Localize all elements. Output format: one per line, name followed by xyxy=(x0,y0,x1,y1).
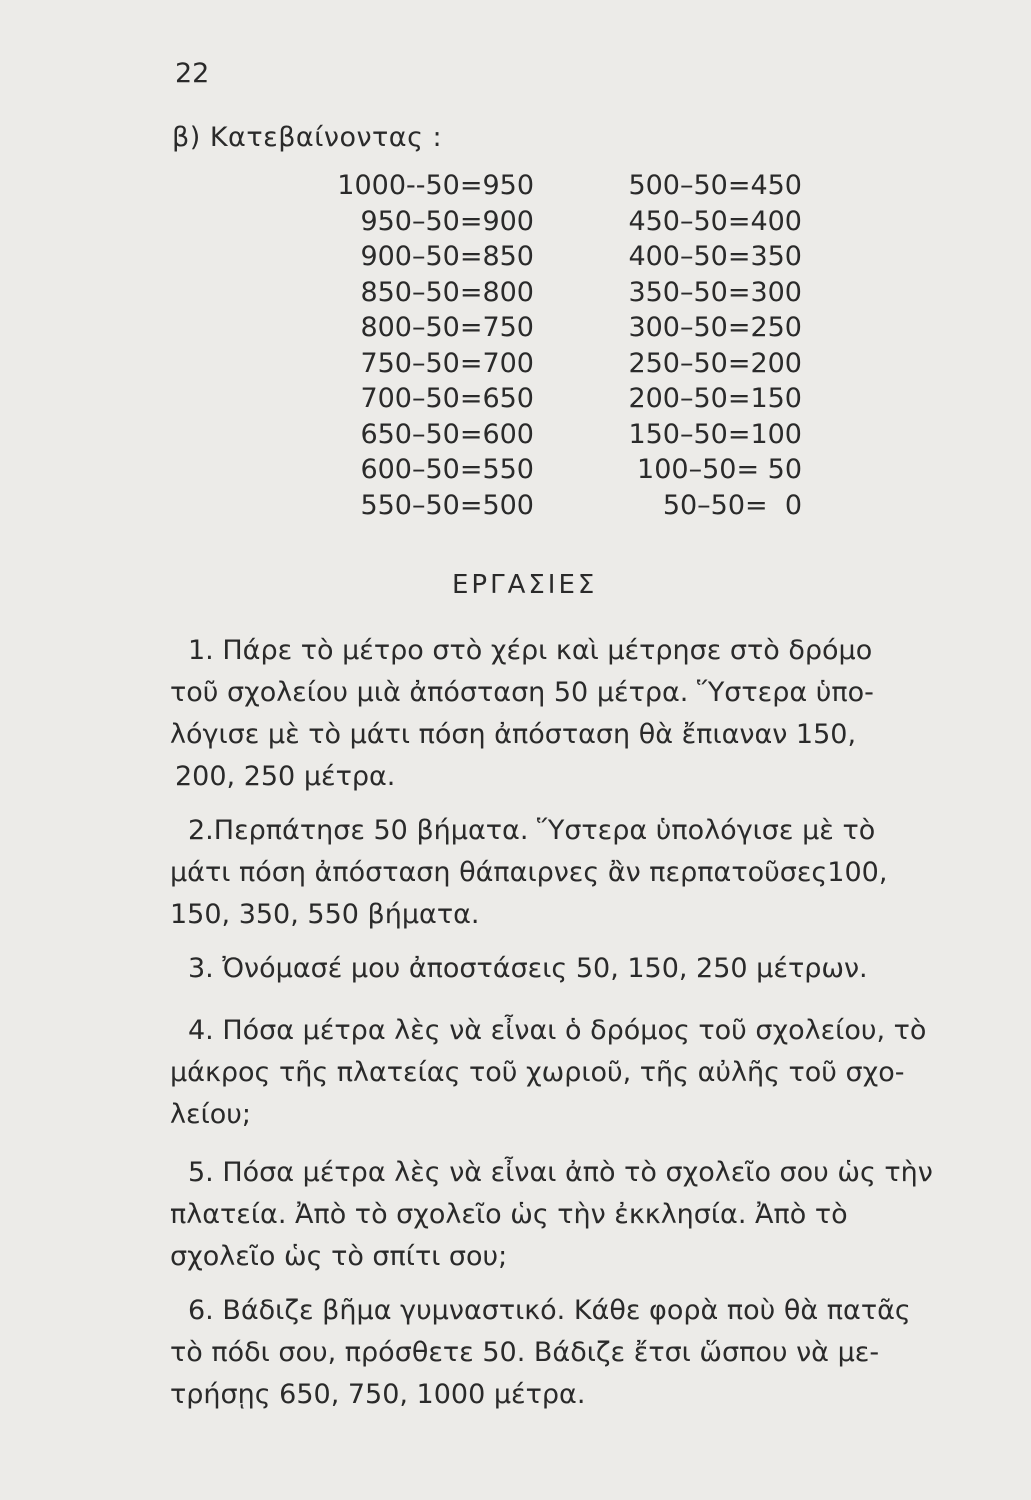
calc-row: 750–50=700 xyxy=(360,347,534,379)
calc-row: 100–50= 50 xyxy=(637,454,802,485)
exercise-line: 5. Πόσα μέτρα λὲς νὰ εἶναι ἀπὸ τὸ σχολεῖο σου ὡς τὴν xyxy=(188,1157,933,1188)
calc-row: 250–50=200 xyxy=(628,347,802,379)
exercises-title: ΕΡΓΑΣΙΕΣ xyxy=(452,570,598,600)
exercise-line: λείου; xyxy=(170,1099,251,1130)
calculations-left-column xyxy=(314,168,534,523)
exercise-line: 1. Πάρε τὸ μέτρο στὸ χέρι καὶ μέτρησε στὸ δρόμο xyxy=(188,635,873,666)
calc-row: 350–50=300 xyxy=(628,276,802,308)
calc-row: 550–50=500 xyxy=(360,489,534,521)
calc-row: 150–50=100 xyxy=(628,418,802,450)
exercise-line: πλατεία. Ἀπὸ τὸ σχολεῖο ὡς τὴν ἐκκλησία. Ἀπὸ τὸ xyxy=(170,1199,848,1230)
page-number: 22 xyxy=(175,58,210,89)
section-heading: β) Κατεβαίνοντας : xyxy=(172,122,443,153)
calc-row: 200–50=150 xyxy=(628,383,802,414)
calc-row: 1000--50=950 xyxy=(337,170,534,201)
calc-row: 800–50=750 xyxy=(360,312,534,343)
exercise-line: τοῦ σχολείου μιὰ ἀπόσταση 50 μέτρα. Ὕστερα ὑπο- xyxy=(170,677,874,708)
exercise-line: 150, 350, 550 βήματα. xyxy=(170,899,480,930)
exercise-line: μάτι πόση ἀπόσταση θάπαιρνες ἂν περπατοῦσες100, xyxy=(170,857,888,888)
exercise-6 xyxy=(170,1290,970,1416)
calc-row: 650–50=600 xyxy=(360,418,534,450)
calc-row: 900–50=850 xyxy=(360,241,534,272)
exercise-line: τὸ πόδι σου, πρόσθετε 50. Βάδιζε ἔτσι ὥσπου νὰ με- xyxy=(170,1337,880,1368)
calc-row: 600–50=550 xyxy=(360,454,534,485)
exercise-line: σχολεῖο ὡς τὸ σπίτι σου; xyxy=(170,1241,508,1272)
exercise-line: τρήσῃς 650, 750, 1000 μέτρα. xyxy=(170,1379,586,1410)
calc-row: 450–50=400 xyxy=(628,205,802,237)
calc-row: 950–50=900 xyxy=(360,205,534,237)
exercise-2 xyxy=(170,810,970,936)
exercise-line: μάκρος τῆς πλατείας τοῦ χωριοῦ, τῆς αὐλῆς τοῦ σχο- xyxy=(170,1057,905,1088)
exercise-line: 3. Ὀνόμασέ μου ἀποστάσεις 50, 150, 250 μέτρων. xyxy=(188,953,868,984)
exercise-4 xyxy=(170,1010,970,1136)
exercise-line: 2.Περπάτησε 50 βήματα. Ὕστερα ὑπολόγισε μὲ τὸ xyxy=(188,815,876,846)
calc-row: 850–50=800 xyxy=(360,276,534,308)
exercise-line: 4. Πόσα μέτρα λὲς νὰ εἶναι ὁ δρόμος τοῦ σχολείου, τὸ xyxy=(188,1015,927,1046)
exercise-1 xyxy=(170,630,970,798)
exercise-line: λόγισε μὲ τὸ μάτι πόση ἀπόσταση θὰ ἔπιαναν 150, xyxy=(170,719,857,750)
exercise-3 xyxy=(170,948,970,990)
exercise-line: 6. Βάδιζε βῆμα γυμναστικό. Κάθε φορὰ ποὺ θὰ πατᾶς xyxy=(188,1295,911,1326)
exercise-5 xyxy=(170,1152,970,1278)
exercise-line: 200, 250 μέτρα. xyxy=(175,761,396,792)
calc-row: 50–50= 0 xyxy=(662,489,802,521)
calc-row: 400–50=350 xyxy=(628,241,802,272)
calc-row: 700–50=650 xyxy=(360,383,534,414)
calc-row: 300–50=250 xyxy=(628,312,802,343)
calc-row: 500–50=450 xyxy=(628,170,802,201)
calculations-right-column xyxy=(612,168,802,523)
